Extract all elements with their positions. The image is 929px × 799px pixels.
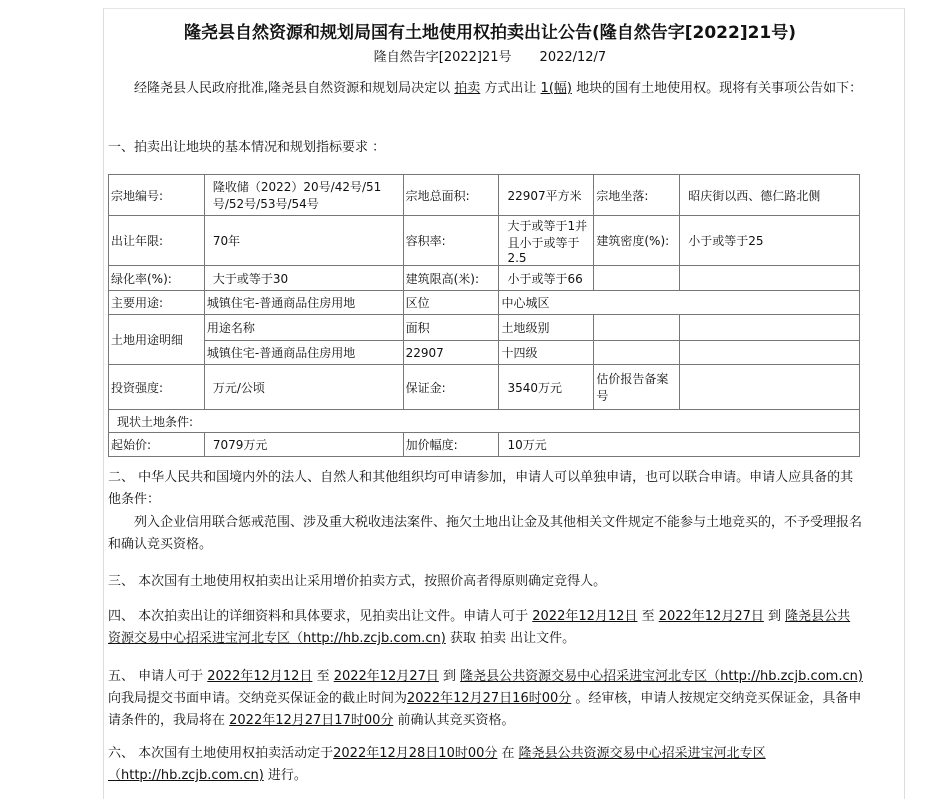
cell: 土地级别 xyxy=(499,315,594,341)
text: 到 xyxy=(438,669,461,684)
cell: 起始价: xyxy=(109,433,205,457)
text: 四、 本次拍卖出让的详细资料和具体要求，见拍卖出让文件。申请人可于 xyxy=(108,609,533,624)
cell: 估价报告备案号 xyxy=(594,365,680,410)
section-2: 二、 中华人民共和国境内外的法人、自然人和其他组织均可申请参加，申请人可以单独申请，也可以联合申请。申请人应具备的其他条件： xyxy=(108,470,854,507)
cell: 万元/公顷 xyxy=(204,365,403,410)
text: 六、 本次国有土地使用权拍卖活动定于 xyxy=(108,746,334,761)
cell: 用途名称 xyxy=(204,315,403,341)
date-link[interactable]: 2022年12月27日 xyxy=(333,669,439,684)
cell: 10万元 xyxy=(499,433,860,457)
doc-number: 隆自然告字[2022]21号 xyxy=(373,50,512,65)
cell: 现状土地条件: xyxy=(109,410,860,433)
cell xyxy=(594,266,680,291)
cell xyxy=(594,315,680,341)
section-5 xyxy=(108,666,863,732)
section-1-heading: 一、拍卖出让地块的基本情况和规划指标要求 ： xyxy=(108,140,386,155)
text: 获取 拍卖 出让文件。 xyxy=(445,631,576,646)
cell: 区位 xyxy=(403,291,499,315)
cell: 7079万元 xyxy=(204,433,403,457)
cell: 宗地总面积: xyxy=(403,175,499,216)
cell: 主要用途: xyxy=(109,291,205,315)
auction-time-link[interactable]: 2022年12月28日10时00分 xyxy=(333,746,498,761)
section-2-conditions: 列入企业信用联合惩戒范围、涉及重大税收违法案件、拖欠土地出让金及其他相关文件规定不能参与土地竞买的，不予受理报名和确认竞买资格。 xyxy=(108,515,863,552)
cell: 建筑密度(%): xyxy=(594,216,680,266)
cell: 70年 xyxy=(204,216,403,266)
parcel-table xyxy=(108,174,860,457)
cell: 容积率: xyxy=(403,216,499,266)
cell: 保证金: xyxy=(403,365,499,410)
text: 前确认其竞买资格。 xyxy=(393,713,515,728)
cell: 3540万元 xyxy=(499,365,594,410)
cell xyxy=(680,341,860,365)
method: 拍卖 xyxy=(454,81,481,96)
date-link[interactable]: 2022年12月27日 xyxy=(658,609,764,624)
cell xyxy=(594,341,680,365)
table-row xyxy=(109,266,860,291)
text: 至 xyxy=(637,609,659,624)
table-row xyxy=(109,291,860,315)
cell: 城镇住宅-普通商品住房用地 xyxy=(204,291,403,315)
text: 。经审核，申请人按规定交纳竞买保证金，具备申请条件的，我局将在 xyxy=(108,691,862,728)
place-link[interactable]: 隆尧县公共资源交易中心招采进宝河北专区（http://hb.zcjb.com.cn) xyxy=(108,746,766,783)
text: 在 xyxy=(497,746,519,761)
cell: 建筑限高(米): xyxy=(403,266,499,291)
text: 到 xyxy=(763,609,786,624)
table-row xyxy=(109,365,860,410)
doc-date: 2022/12/7 xyxy=(539,50,607,65)
cell: 22907平方米 xyxy=(499,175,594,216)
date-link[interactable]: 2022年12月12日 xyxy=(532,609,638,624)
text: 方式出让 xyxy=(480,81,541,96)
count: 1(幅) xyxy=(540,81,572,96)
cell: 大于或等于30 xyxy=(204,266,403,291)
doc-meta xyxy=(100,46,880,65)
cell: 加价幅度: xyxy=(403,433,499,457)
text: 五、 申请人可于 xyxy=(108,669,208,684)
table-row xyxy=(109,315,860,341)
table-row xyxy=(109,175,860,216)
cell: 昭庆街以西、德仁路北侧 xyxy=(680,175,860,216)
cell: 土地用途明细 xyxy=(109,315,205,365)
cell: 宗地编号: xyxy=(109,175,205,216)
cell: 出让年限: xyxy=(109,216,205,266)
place-link[interactable]: 隆尧县公共资源交易中心招采进宝河北专区（http://hb.zcjb.com.cn) xyxy=(460,669,863,684)
cell: 绿化率(%): xyxy=(109,266,205,291)
table-row xyxy=(109,341,860,365)
table-row xyxy=(109,433,860,457)
cell: 十四级 xyxy=(499,341,594,365)
cell xyxy=(680,365,860,410)
cell xyxy=(680,315,860,341)
cell: 小于或等于25 xyxy=(680,216,860,266)
section-6 xyxy=(108,743,863,787)
text: 至 xyxy=(312,669,334,684)
confirm-time-link[interactable]: 2022年12月27日17时00分 xyxy=(229,713,394,728)
text: 地块的国有土地使用权。现将有关事项公告如下： xyxy=(571,81,863,96)
cell: 投资强度: xyxy=(109,365,205,410)
deadline-link[interactable]: 2022年12月27日16时00分 xyxy=(407,691,572,706)
cell: 大于或等于1并且小于或等于2.5 xyxy=(499,216,594,266)
cell: 22907 xyxy=(403,341,499,365)
text: 经隆尧县人民政府批准,隆尧县自然资源和规划局决定以 xyxy=(134,81,455,96)
table-row xyxy=(109,216,860,266)
table-row xyxy=(109,410,860,433)
cell: 隆收储（2022）20号/42号/51号/52号/53号/54号 xyxy=(204,175,403,216)
text: 进行。 xyxy=(263,768,307,783)
cell: 中心城区 xyxy=(499,291,860,315)
cell: 小于或等于66 xyxy=(499,266,594,291)
intro-paragraph xyxy=(108,78,863,100)
cell xyxy=(680,266,860,291)
section-4 xyxy=(108,606,863,650)
cell: 宗地坐落: xyxy=(594,175,680,216)
cell: 城镇住宅-普通商品住房用地 xyxy=(204,341,403,365)
place-link[interactable]: 隆尧县公共资源交易中心招采进宝河北专区（http://hb.zcjb.com.cn) xyxy=(108,609,851,646)
cell: 面积 xyxy=(403,315,499,341)
date-link[interactable]: 2022年12月12日 xyxy=(207,669,313,684)
page-title: 隆尧县自然资源和规划局国有土地使用权拍卖出让公告(隆自然告字[2022]21号) xyxy=(183,23,797,43)
section-3: 三、 本次国有土地使用权拍卖出让采用增价拍卖方式，按照价高者得原则确定竞得人。 xyxy=(108,574,607,589)
text: 向我局提交书面申请。交纳竞买保证金的截止时间为 xyxy=(108,691,408,706)
